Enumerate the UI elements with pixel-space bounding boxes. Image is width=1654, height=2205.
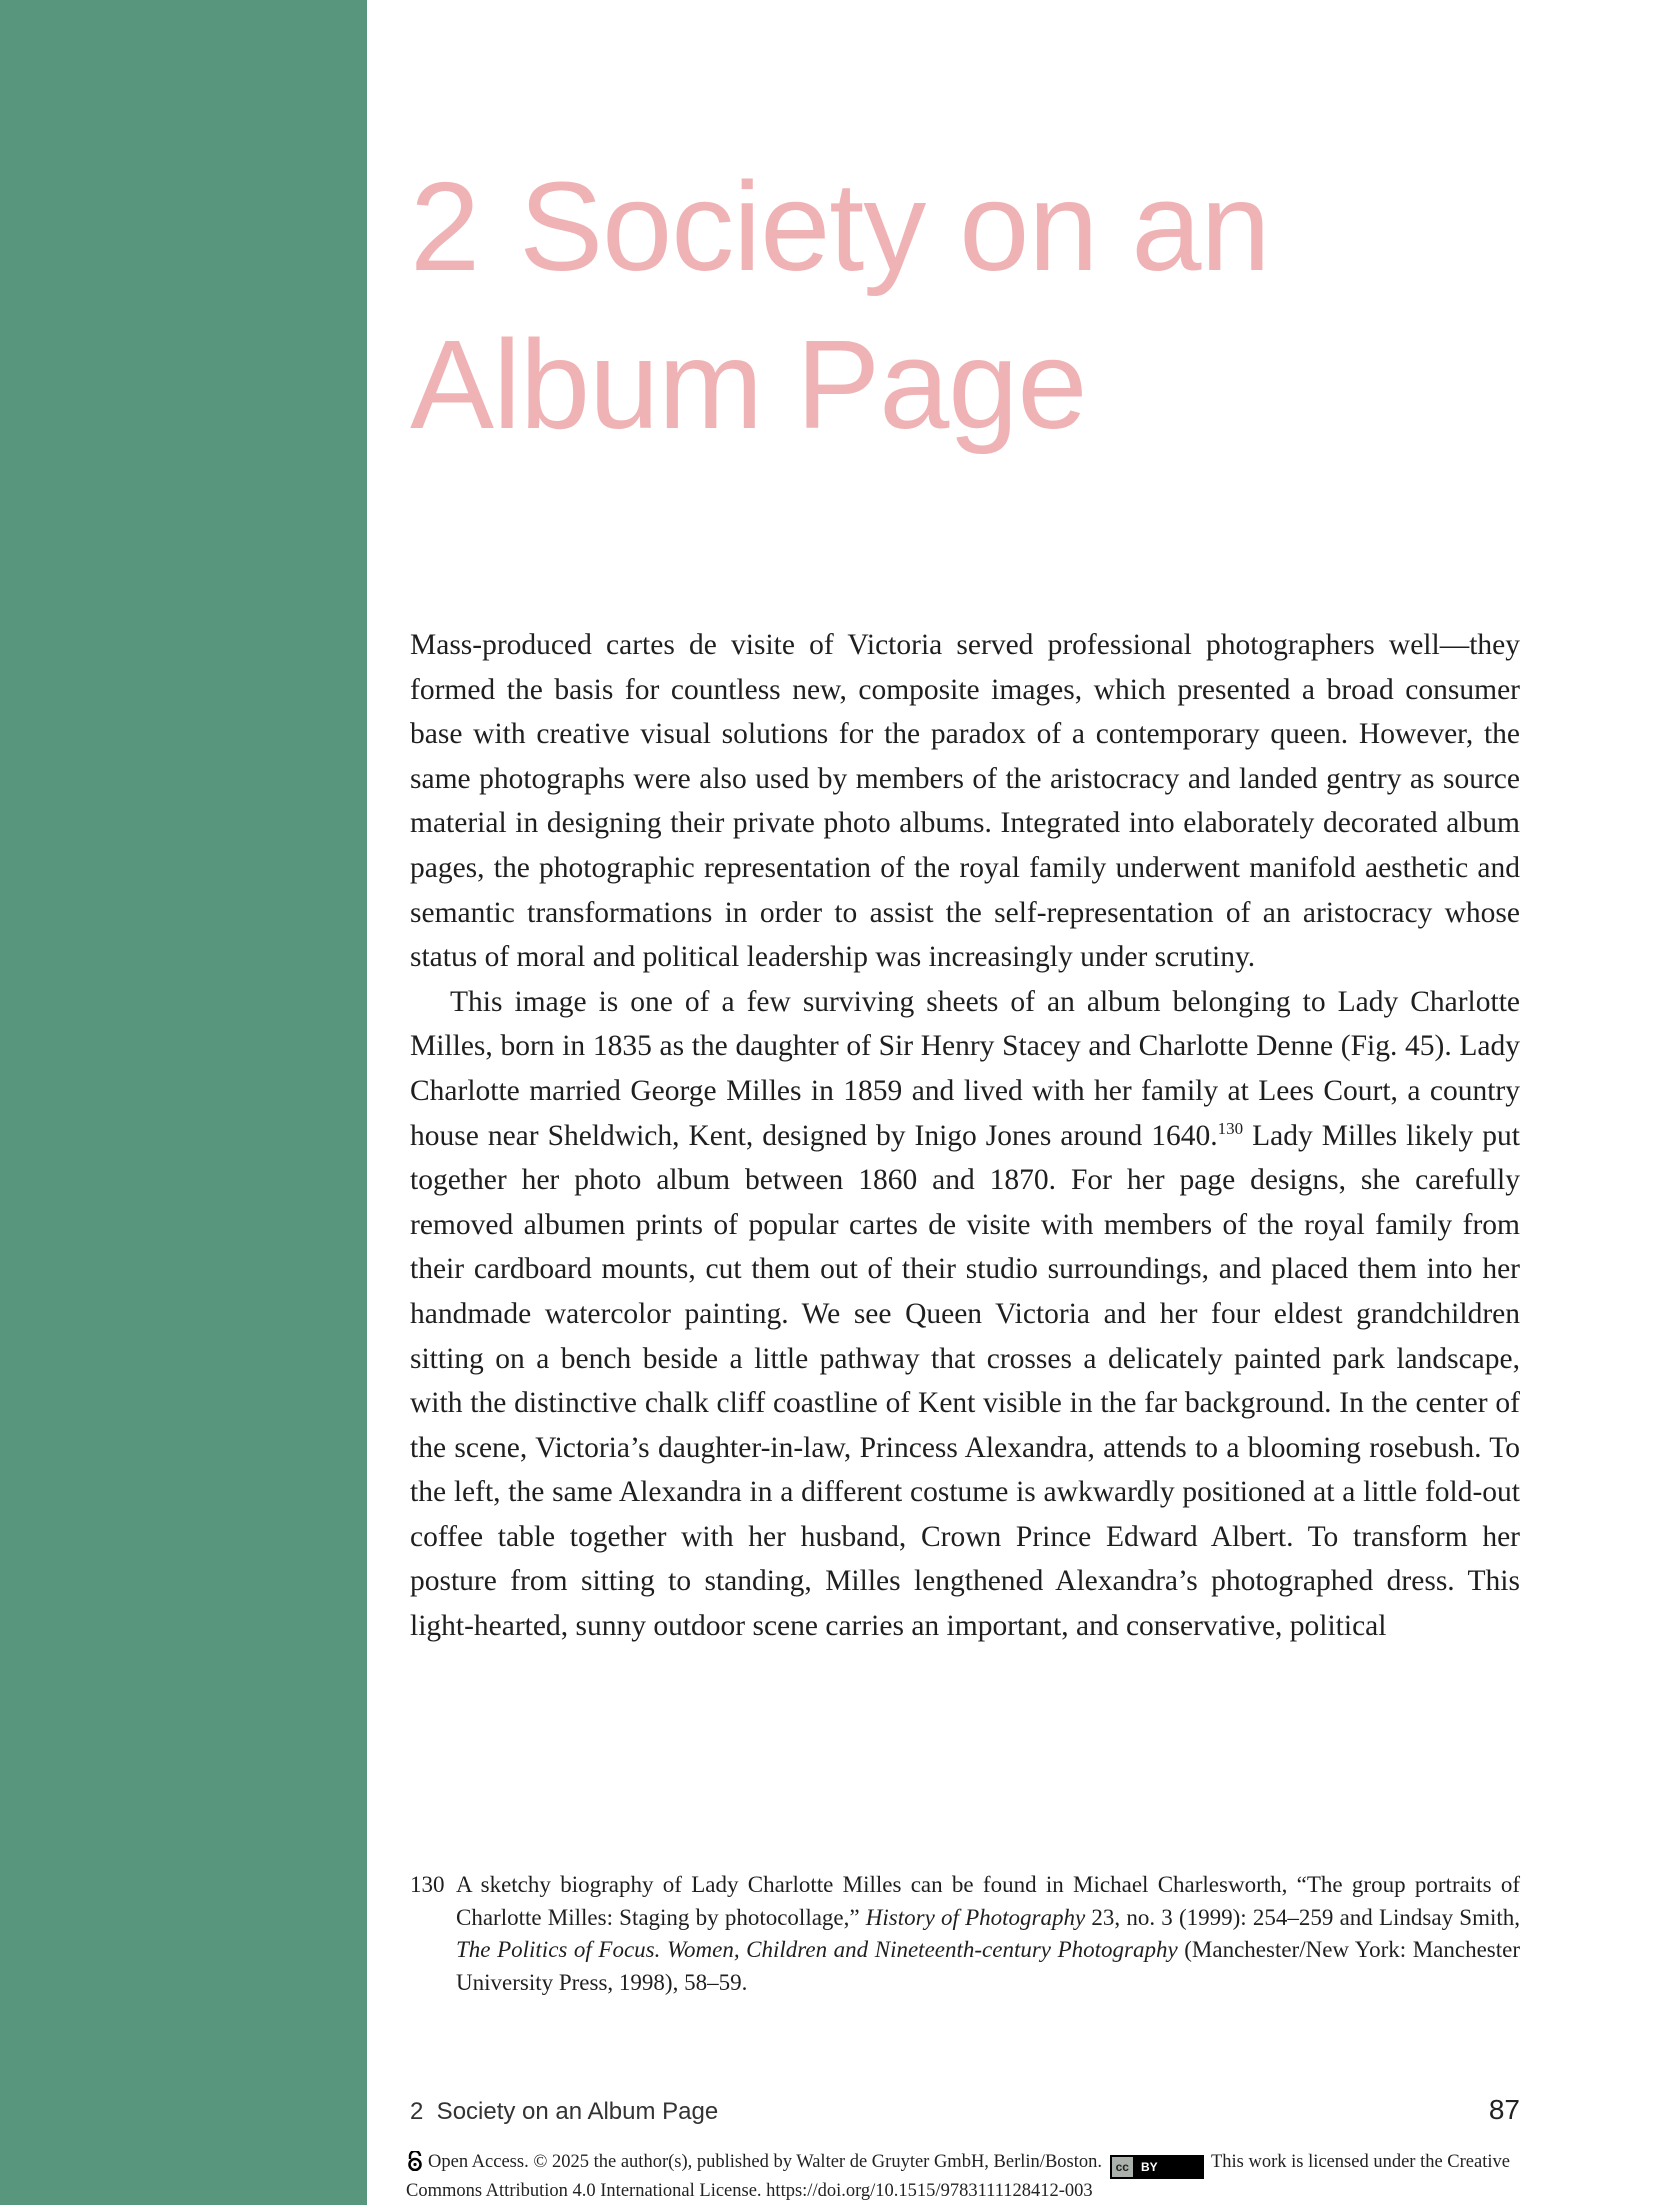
cc-icon: cc bbox=[1112, 2157, 1133, 2177]
paragraph-2 bbox=[410, 980, 1520, 1649]
footnote bbox=[410, 1869, 1520, 1999]
footnote-journal: History of Photography bbox=[865, 1904, 1086, 1930]
chapter-title-line1: Society on an bbox=[519, 156, 1270, 297]
body-text bbox=[410, 623, 1520, 1649]
license-text-part2[interactable]: This work is licensed under the Creative Commons Attribution 4.0 International License. https://doi.org/10.1515/9783111128412-003 bbox=[406, 2152, 1510, 2201]
open-access-icon bbox=[406, 2151, 424, 2171]
footnote-book: The Politics of Focus. Women, Children and Nineteenth-century Photography bbox=[456, 1937, 1178, 1962]
page-number: 87 bbox=[1488, 2094, 1520, 2125]
by-label: BY bbox=[1133, 2157, 1202, 2177]
paragraph-2-part1: This image is one of a few surviving sheets of an album belonging to Lady Charlotte Milles, born in 1835 as the daughter of Sir Henry Stacey and Charlotte Denne (Fig. 45). Lady Charlotte married George Milles in 1859 and lived with her family at Lees Court, a country house near Sheldwich, Kent, designed by Inigo Jones around 1640. bbox=[410, 985, 1520, 1152]
running-head: 2 Society on an Album Page bbox=[410, 2098, 719, 2125]
footnote-reference[interactable]: 130 bbox=[1217, 1118, 1244, 1138]
cc-by-badge[interactable] bbox=[1110, 2155, 1204, 2179]
footnote-number: 130 bbox=[410, 1872, 445, 1897]
chapter-number: 2 bbox=[410, 156, 480, 297]
license-notice bbox=[406, 2150, 1526, 2204]
footnote-text-part2: 23, no. 3 (1999): 254–259 and Lindsay Smith, bbox=[1085, 1904, 1520, 1930]
footnote-text-part3: (Manchester/New York: Manchester University Press, 1998), 58–59. bbox=[456, 1937, 1520, 1995]
footnote-text bbox=[456, 1869, 1520, 1999]
sidebar-band bbox=[0, 0, 367, 2205]
footnote-text-part1: A sketchy biography of Lady Charlotte Milles can be found in Michael Charlesworth, “The group portraits of Charlotte Milles: Staging by photocollage,” bbox=[456, 1872, 1520, 1930]
paragraph-2-part2: Lady Milles likely put together her photo album between 1860 and 1870. For her page designs, she carefully removed albumen prints of popular cartes de visite with members of the royal family from their cardboard mounts, cut them out of their studio surroundings, and placed them into her handmade watercolor painting. We see Queen Victoria and her four eldest grandchildren sitting on a bench beside a little pathway that crosses a delicately painted park landscape, with the distinctive chalk cliff coastline of Kent visible in the far background. In the center of the scene, Victoria’s daughter-in-law, Princess Alexandra, attends to a blooming rosebush. To the left, the same Alexandra in a different costume is awkwardly positioned at a little fold-out coffee table together with her husband, Crown Prince Edward Albert. To transform her posture from sitting to standing, Milles lengthened Alexandra’s photographed dress. This light-hearted, sunny outdoor scene carries an important, and conservative, political bbox=[410, 1119, 1520, 1643]
chapter-title-line2: Album Page bbox=[410, 314, 1087, 455]
chapter-title bbox=[410, 148, 1560, 464]
paragraph-1: Mass-produced cartes de visite of Victoria served professional photographers well—they formed the basis for countless new, composite images, which presented a broad consumer base with creative visual solutions for the paradox of a contemporary queen. However, the same photographs were also used by members of the aristocracy and landed gentry as source material in designing their private photo albums. Integrated into elaborately decorated album pages, the photographic representation of the royal family underwent manifold aesthetic and semantic transformations in order to assist the self-representation of an aristocracy whose status of moral and political leadership was increasingly under scrutiny. bbox=[410, 629, 1520, 974]
license-text-part1: Open Access. © 2025 the author(s), published by Walter de Gruyter GmbH, Berlin/Boston. bbox=[428, 2152, 1102, 2172]
